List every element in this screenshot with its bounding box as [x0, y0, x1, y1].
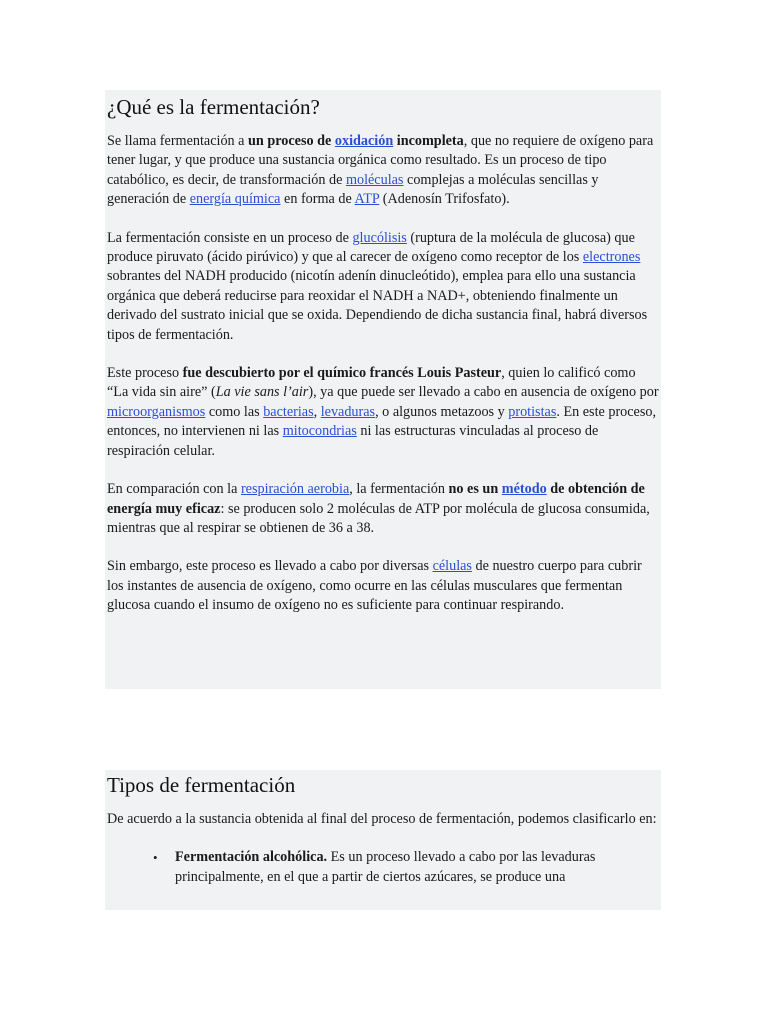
bold-text: no es un [448, 481, 502, 498]
link-levaduras[interactable]: levaduras [320, 403, 376, 420]
link-respiracion-aerobia[interactable]: respiración aerobia [240, 481, 350, 498]
text: en forma de [280, 191, 355, 208]
list-item [153, 848, 661, 887]
text: ), ya que puede ser llevado a cabo en ausencia de oxígeno por [308, 384, 659, 401]
link-microorganismos[interactable]: microorganismos [107, 403, 206, 420]
paragraph-intro: De acuerdo a la sustancia obtenida al final del proceso de fermentación, podemos clasificarlo en: [107, 811, 657, 827]
text: Este proceso [107, 365, 183, 382]
text: . En este proceso, entonces, no intervienen ni las [107, 403, 657, 440]
paragraph-definition [105, 132, 661, 210]
text: La fermentación consiste en un proceso de [107, 229, 353, 246]
link-energia-quimica[interactable]: energía química [189, 191, 281, 208]
text: , o algunos metazoos y [375, 403, 509, 420]
text: : se producen solo 2 moléculas de ATP por molécula de glucosa consumida, mientras que al respirar se obtienen de 36 a 38. [107, 500, 650, 536]
link-protistas[interactable]: protistas [508, 403, 557, 420]
text: de nuestro cuerpo para cubrir los instantes de ausencia de oxígeno, como ocurre en las células musculares que fermentan glucosa cuando el insumo de oxígeno no es suficiente para continuar respirando. [107, 558, 642, 614]
section-fermentation-types [105, 770, 661, 910]
text: , quien lo calificó como “La vida sin aire” ( [107, 365, 636, 401]
text: Se llama fermentación a [107, 133, 249, 149]
text: En comparación con la [107, 481, 241, 498]
bullet-icon: • [153, 850, 158, 866]
text: (Adenosín Trifosfato). [379, 191, 510, 208]
section-title: Tipos de fermentación [107, 773, 296, 797]
text: Sin embargo, este proceso es llevado a cabo por diversas [107, 558, 433, 575]
link-glucolisis[interactable]: glucólisis [352, 229, 407, 246]
fermentation-types-list [105, 848, 661, 887]
link-celulas[interactable]: células [432, 558, 472, 575]
text: , la fermentación [349, 481, 449, 498]
paragraph-glycolysis [105, 229, 661, 345]
text: complejas a moléculas sencillas y generación de [107, 171, 599, 208]
link-mitocondrias[interactable]: mitocondrias [282, 423, 357, 440]
bold-text: de obtención de energía muy eficaz [107, 481, 645, 517]
text: como las [205, 403, 264, 420]
list-item-title: Fermentación alcohólica. [175, 849, 328, 866]
link-atp[interactable]: ATP [354, 191, 380, 208]
text: , que no requiere de oxígeno para tener lugar, y que produce una sustancia orgánica como resultado. Es un proceso de tipo catabólico, es decir, de transformación de [107, 133, 654, 188]
link-metodo[interactable]: método [501, 481, 547, 498]
text: , [313, 403, 321, 420]
text: ni las estructuras vinculadas al proceso de respiración celular. [107, 423, 599, 459]
link-electrones[interactable]: electrones [582, 249, 641, 266]
text: (ruptura de la molécula de glucosa) que produce piruvato (ácido pirúvico) y que al carecer de oxígeno como receptor de los [107, 229, 635, 266]
text: sobrantes del NADH producido (nicotín adenín dinucleótido), emplea para ello una sustancia orgánica que deberá reducirse para reoxidar el NADH a NAD+, obteniendo finalmente un derivado del sustrato inicial que se oxida. Dependiendo de dicha sustancia final, habrá diversos tipos de fermentación. [107, 268, 648, 343]
italic-text: La vie sans l’air [215, 384, 309, 401]
bold-text: incompleta [393, 133, 464, 149]
paragraph-comparison [105, 480, 661, 538]
link-moleculas[interactable]: moléculas [345, 171, 404, 188]
list-item-text: Es un proceso llevado a cabo por las levaduras principalmente, en el que a partir de ciertos azúcares, se produce una [175, 849, 596, 885]
bold-text: fue descubierto por el químico francés Louis Pasteur [182, 365, 502, 382]
section-title: ¿Qué es la fermentación? [107, 95, 320, 119]
paragraph-pasteur [105, 364, 661, 461]
bold-text: un proceso de [248, 133, 335, 149]
link-oxidacion[interactable]: oxidación [334, 133, 394, 149]
link-bacterias[interactable]: bacterias [263, 403, 314, 420]
paragraph-muscle-cells [105, 557, 661, 615]
section-what-is-fermentation [105, 90, 661, 689]
